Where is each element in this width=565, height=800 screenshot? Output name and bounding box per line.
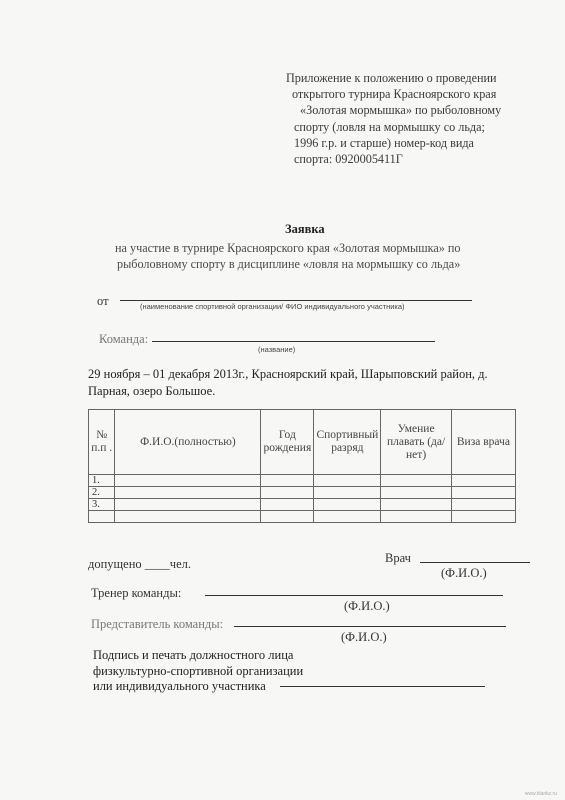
representative-field-line[interactable]: [234, 626, 506, 627]
admitted-count-label: допущено ____чел.: [88, 557, 191, 571]
representative-fio-hint: (Ф.И.О.): [341, 630, 387, 644]
signature-line-text: физкультурно-спортивной организации: [93, 663, 304, 678]
signature-line-text: или индивидуального участника: [93, 679, 266, 693]
table-row: [89, 475, 516, 487]
team-hint: (название): [258, 345, 296, 354]
doctor-signature-line[interactable]: [420, 562, 530, 563]
table-cell[interactable]: [314, 487, 381, 499]
table-cell[interactable]: [451, 475, 515, 487]
appendix-line: «Золотая мормышка» по рыболовному: [300, 103, 502, 118]
coach-fio-hint: (Ф.И.О.): [344, 599, 390, 613]
table-cell[interactable]: [261, 475, 314, 487]
table-cell[interactable]: [314, 511, 381, 523]
col-doctor-visa: Виза врача: [451, 410, 515, 475]
table-header-row: [89, 410, 516, 475]
subtitle-line: рыболовному спорту в дисциплине «ловля на мормышку со льда»: [117, 257, 461, 271]
table-cell[interactable]: [261, 487, 314, 499]
col-birth-year: Год рождения: [261, 410, 314, 475]
table-cell[interactable]: [261, 499, 314, 511]
table-cell[interactable]: [115, 475, 261, 487]
appendix-note: [286, 70, 501, 167]
row-number: [89, 511, 115, 523]
coach-field-line[interactable]: [205, 595, 503, 596]
appendix-line: открытого турнира Красноярского края: [292, 87, 497, 102]
document-subtitle: [115, 240, 461, 272]
col-can-swim: Умение плавать (да/нет): [381, 410, 452, 475]
signature-line-text: Подпись и печать должностного лица: [93, 648, 294, 662]
appendix-line: Приложение к положению о проведении: [286, 71, 497, 85]
dates-line: 29 ноября – 01 декабря 2013г., Красноярский край, Шарыповский район, д.: [88, 367, 488, 381]
table-cell[interactable]: [381, 487, 452, 499]
doctor-fio-hint: (Ф.И.О.): [441, 566, 487, 580]
team-label: Команда:: [99, 332, 149, 346]
col-number: № п.п .: [89, 410, 115, 475]
table-row: [89, 511, 516, 523]
row-number: 2.: [89, 487, 115, 499]
representative-label: Представитель команды:: [91, 617, 224, 631]
participants-table: [88, 409, 516, 523]
col-sport-rank: Спортивный разряд: [314, 410, 381, 475]
team-field-line[interactable]: [152, 341, 435, 342]
from-hint: (наименование спортивной организации/ ФИО индивидуального участника): [140, 302, 405, 311]
signature-block: [93, 648, 303, 695]
table-cell[interactable]: [381, 475, 452, 487]
dates-line: Парная, озеро Большое.: [88, 384, 216, 398]
table-cell[interactable]: [451, 499, 515, 511]
table-cell[interactable]: [314, 475, 381, 487]
event-dates: [88, 366, 488, 400]
table-cell[interactable]: [115, 499, 261, 511]
appendix-line: спорта: 0920005411Г: [294, 152, 403, 167]
table-cell[interactable]: [261, 511, 314, 523]
appendix-line: 1996 г.р. и старше) номер-код вида: [294, 135, 474, 150]
table-cell[interactable]: [381, 499, 452, 511]
signature-field-line[interactable]: [280, 686, 485, 687]
table-cell[interactable]: [451, 511, 515, 523]
coach-label: Тренер команды:: [91, 586, 182, 600]
from-field-line[interactable]: [120, 300, 472, 301]
table-cell[interactable]: [115, 487, 261, 499]
document-title: Заявка: [285, 222, 325, 236]
table-cell[interactable]: [115, 511, 261, 523]
table-cell[interactable]: [451, 487, 515, 499]
table-row: [89, 487, 516, 499]
row-number: 1.: [89, 475, 115, 487]
appendix-line: спорту (ловля на мормышку со льда;: [294, 119, 485, 134]
col-fullname: Ф.И.О.(полностью): [115, 410, 261, 475]
subtitle-line: на участие в турнире Красноярского края «Золотая мормышка» по: [115, 241, 461, 255]
watermark: www.blankz.ru: [524, 791, 557, 797]
from-label: от: [97, 294, 109, 308]
doctor-label: Врач: [385, 551, 411, 565]
table-row: [89, 499, 516, 511]
row-number: 3.: [89, 499, 115, 511]
table-cell[interactable]: [314, 499, 381, 511]
table-cell[interactable]: [381, 511, 452, 523]
